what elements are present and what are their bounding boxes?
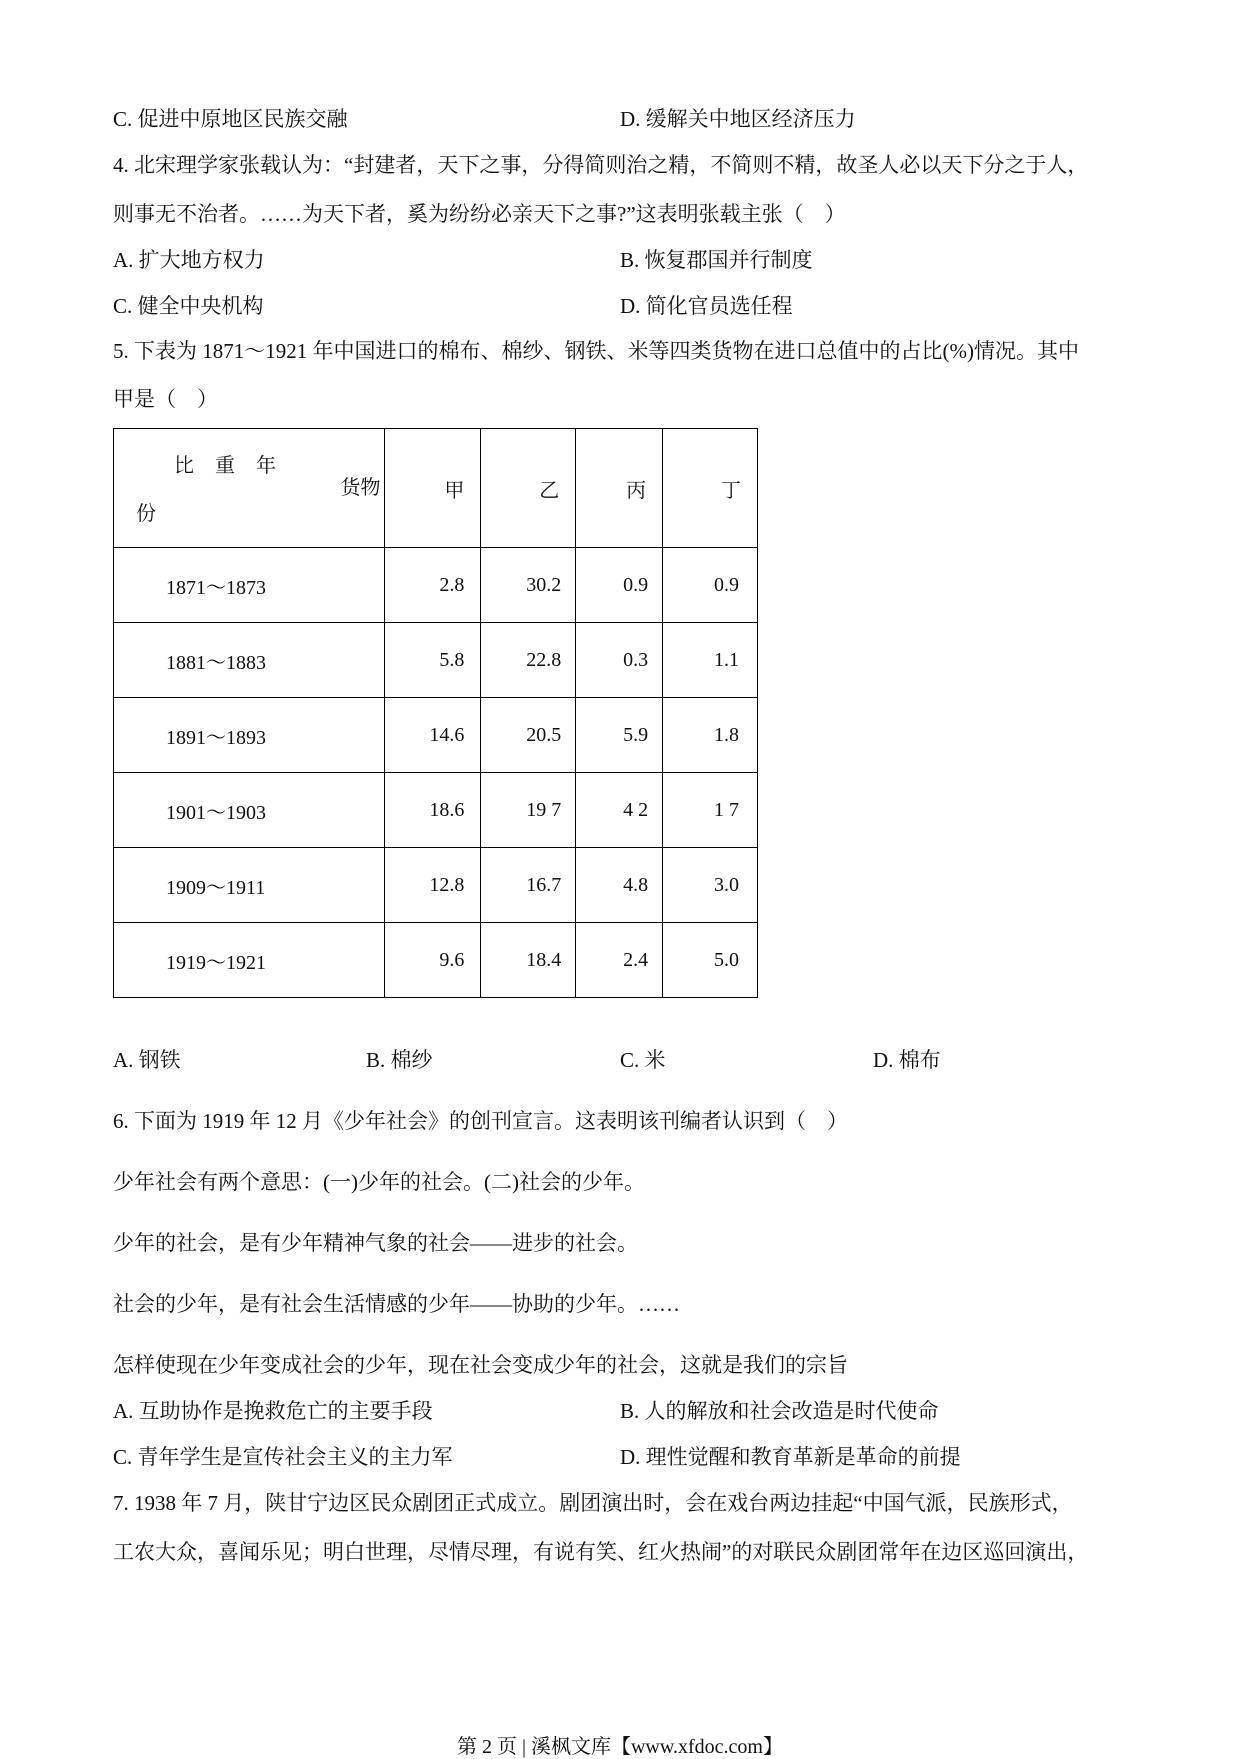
cell-jia: 9.6 <box>385 923 481 998</box>
cell-bing: 4 2 <box>576 773 663 848</box>
q3-option-d: D. 缓解关中地区经济压力 <box>620 107 856 131</box>
q6-quote-line: 少年的社会，是有少年精神气象的社会——进步的社会。 <box>113 1231 638 1255</box>
q6-quote-line: 社会的少年，是有社会生活情感的少年——协助的少年。…… <box>113 1292 680 1316</box>
cell-yi: 18.4 <box>481 923 576 998</box>
q6-quote-line: 少年社会有两个意思：(一)少年的社会。(二)社会的少年。 <box>113 1170 645 1194</box>
cell-bing: 2.4 <box>576 923 663 998</box>
cell-ding: 1.1 <box>663 623 758 698</box>
header-col-jia: 甲 <box>385 429 481 548</box>
q5-option-a: A. 钢铁 <box>113 1048 181 1072</box>
cell-bing: 5.9 <box>576 698 663 773</box>
row-period: 1881～1883 <box>114 623 385 698</box>
q7-stem-line1: 7. 1938 年 7 月，陕甘宁边区民众剧团正式成立。剧团演出时，会在戏台两边挂起“中国气派，民族形式， <box>113 1491 1073 1515</box>
header-proportion-year: 比 重 年 <box>174 455 284 477</box>
row-period: 1901～1903 <box>114 773 385 848</box>
q6-quote-line: 怎样使现在少年变成社会的少年，现在社会变成少年的社会，这就是我们的宗旨 <box>113 1353 848 1377</box>
q4-option-d: D. 简化官员选任程 <box>620 294 793 318</box>
header-goods: 货物 <box>340 477 381 499</box>
cell-jia: 12.8 <box>385 848 481 923</box>
cell-ding: 5.0 <box>663 923 758 998</box>
q3-option-c: C. 促进中原地区民族交融 <box>113 107 348 131</box>
q6-option-a: A. 互助协作是挽救危亡的主要手段 <box>113 1399 433 1423</box>
q4-stem-line2: 则事无不治者。……为天下者，奚为纷纷必亲天下之事?”这表明张载主张（ ） <box>113 202 846 226</box>
q4-stem-line1: 4. 北宋理学家张载认为：“封建者，天下之事，分得简则治之精，不简则不精，故圣人必以天下分之于人， <box>113 153 1089 177</box>
cell-yi: 16.7 <box>481 848 576 923</box>
header-col-ding: 丁 <box>663 429 758 548</box>
q5-option-d: D. 棉布 <box>873 1048 941 1072</box>
cell-bing: 0.9 <box>576 548 663 623</box>
q4-option-a: A. 扩大地方权力 <box>113 248 265 272</box>
q5-stem-line2: 甲是（ ） <box>113 387 218 411</box>
row-period: 1871～1873 <box>114 548 385 623</box>
cell-ding: 3.0 <box>663 848 758 923</box>
table-row <box>114 923 758 998</box>
table-row <box>114 548 758 623</box>
cell-yi: 30.2 <box>481 548 576 623</box>
cell-ding: 0.9 <box>663 548 758 623</box>
header-year-suffix: 份 <box>136 503 156 525</box>
table-row <box>114 623 758 698</box>
diagonal-header-cell <box>114 429 385 548</box>
cell-ding: 1.8 <box>663 698 758 773</box>
table-header-row <box>114 429 758 548</box>
cell-jia: 5.8 <box>385 623 481 698</box>
table-row <box>114 773 758 848</box>
header-col-bing: 丙 <box>576 429 663 548</box>
q5-option-b: B. 棉纱 <box>366 1048 433 1072</box>
q6-option-c: C. 青年学生是宣传社会主义的主力军 <box>113 1445 453 1469</box>
q4-option-c: C. 健全中央机构 <box>113 294 264 318</box>
cell-jia: 14.6 <box>385 698 481 773</box>
cell-bing: 0.3 <box>576 623 663 698</box>
q6-option-d: D. 理性觉醒和教育革新是革命的前提 <box>620 1445 961 1469</box>
q6-stem: 6. 下面为 1919 年 12 月《少年社会》的创刊宣言。这表明该刊编者认识到（ ） <box>113 1109 848 1133</box>
q7-stem-line2: 工农大众，喜闻乐见；明白世理，尽情尽理，有说有笑、红火热闹”的对联民众剧团常年在边区巡回演出， <box>113 1540 1089 1564</box>
table-row <box>114 698 758 773</box>
q5-stem-line1: 5. 下表为 1871～1921 年中国进口的棉布、棉纱、钢铁、米等四类货物在进口总值中的占比(%)情况。其中 <box>113 339 1079 363</box>
row-period: 1909～1911 <box>114 848 385 923</box>
cell-bing: 4.8 <box>576 848 663 923</box>
cell-yi: 22.8 <box>481 623 576 698</box>
row-period: 1891～1893 <box>114 698 385 773</box>
table-row <box>114 848 758 923</box>
q6-option-b: B. 人的解放和社会改造是时代使命 <box>620 1399 939 1423</box>
cell-yi: 20.5 <box>481 698 576 773</box>
page-footer: 第 2 页 | 溪枫文库【www.xfdoc.com】 <box>456 1736 783 1758</box>
q5-option-c: C. 米 <box>620 1048 666 1072</box>
cell-yi: 19 7 <box>481 773 576 848</box>
row-period: 1919～1921 <box>114 923 385 998</box>
cell-ding: 1 7 <box>663 773 758 848</box>
import-share-table <box>113 428 758 998</box>
cell-jia: 18.6 <box>385 773 481 848</box>
q4-option-b: B. 恢复郡国并行制度 <box>620 248 813 272</box>
header-col-yi: 乙 <box>481 429 576 548</box>
cell-jia: 2.8 <box>385 548 481 623</box>
